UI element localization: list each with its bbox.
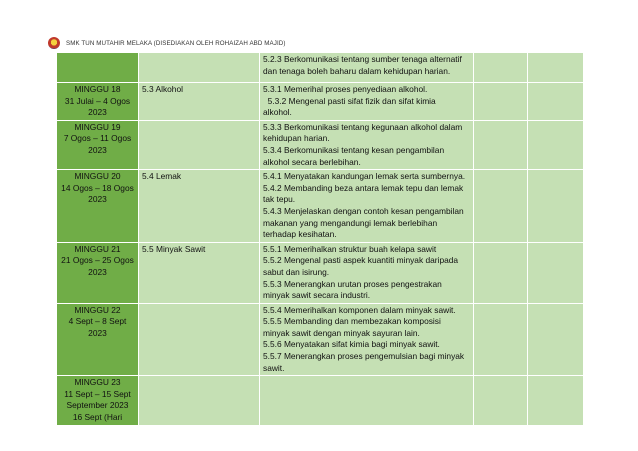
- empty-cell: [474, 53, 528, 83]
- week-line: MINGGU 21: [74, 243, 121, 254]
- school-crest-icon: [48, 37, 60, 49]
- week-line: 21 Ogos – 25 Ogos: [61, 255, 134, 266]
- standards-cell: [260, 242, 474, 303]
- week-cell: [57, 120, 139, 169]
- week-line: 2023: [88, 144, 107, 155]
- table-row: [57, 303, 584, 376]
- standard-line: 5.3.2 Mengenal pasti sifat fizik dan sifat kimia: [263, 95, 436, 106]
- standard-line: 5.3.1 Memerihal proses penyediaan alkohol.: [263, 84, 428, 94]
- standard-line: kehidupan harian.: [263, 133, 330, 144]
- standard-line: 5.4.2 Membanding beza antara lemak tepu dan lemak: [263, 182, 464, 193]
- standard-line: alkohol secara berlebihan.: [263, 156, 361, 167]
- standard-line: 5.5.1 Memerihalkan struktur buah kelapa sawit: [263, 243, 437, 254]
- week-line: 2023: [88, 107, 107, 118]
- standard-line: minyak sawit dengan minyak sayuran lain.: [263, 327, 420, 338]
- empty-cell: [474, 376, 528, 425]
- topic-cell: [139, 376, 260, 425]
- week-line: MINGGU 18: [74, 84, 121, 94]
- standard-line: terhadap kesihatan.: [263, 229, 337, 240]
- week-line: 4 Sept – 8 Sept 2023: [68, 316, 127, 338]
- standard-line: 5.3.4 Berkomunikasi tentang kesan pengambilan: [263, 144, 445, 155]
- standards-cell: [260, 53, 474, 83]
- standard-line: 5.2.3 Berkomunikasi tentang sumber tenaga alternatif: [263, 54, 462, 64]
- standard-line: minyak sawit secara industri.: [263, 290, 371, 301]
- standard-line: 5.5.6 Menyatakan sifat kimia bagi minyak sawit.: [263, 339, 440, 350]
- empty-cell: [528, 53, 584, 83]
- table-row: [57, 53, 584, 83]
- empty-cell: [474, 120, 528, 169]
- week-cell: [57, 376, 139, 425]
- topic-cell: [139, 83, 260, 121]
- topic-cell: [139, 53, 260, 83]
- week-line: 2023: [88, 194, 107, 205]
- standards-cell: [260, 303, 474, 376]
- topic-cell: [139, 170, 260, 243]
- standard-line: 5.4.3 Menjelaskan dengan contoh kesan pengambilan: [263, 205, 464, 216]
- standards-cell: [260, 120, 474, 169]
- header-text: SMK TUN MUTAHIR MELAKA (DISEDIAKAN OLEH ROHAIZAH ABD MAJID): [66, 39, 286, 47]
- empty-cell: [528, 376, 584, 425]
- standard-line: 5.3.3 Berkomunikasi tentang kegunaan alkohol dalam: [263, 121, 463, 132]
- standard-line: sabut dan isirung.: [263, 266, 330, 277]
- week-cell: [57, 53, 139, 83]
- topic-label: 5.4 Lemak: [142, 171, 182, 182]
- week-cell: [57, 242, 139, 303]
- empty-cell: [528, 83, 584, 121]
- empty-cell: [528, 303, 584, 376]
- week-line: MINGGU 20: [74, 171, 121, 182]
- table-row: [57, 170, 584, 243]
- document-header: [48, 36, 286, 50]
- standards-cell: [260, 170, 474, 243]
- empty-cell: [474, 83, 528, 121]
- standard-line: alkohol.: [263, 107, 292, 118]
- standard-line: 5.5.2 Mengenal pasti aspek kuantiti minyak daripada: [263, 255, 459, 266]
- week-line: 16 Sept (Hari: [72, 412, 123, 423]
- topic-cell: [139, 242, 260, 303]
- table-row: [57, 376, 584, 425]
- week-line: 11 Sept – 15 Sept: [64, 388, 131, 399]
- empty-cell: [528, 242, 584, 303]
- week-line: 2023: [88, 266, 107, 277]
- empty-cell: [474, 242, 528, 303]
- standards-cell: [260, 83, 474, 121]
- topic-label: 5.5 Minyak Sawit: [142, 243, 206, 254]
- table-row: [57, 83, 584, 121]
- standard-line: 5.5.5 Membanding dan membezakan komposisi: [263, 316, 441, 327]
- empty-cell: [474, 170, 528, 243]
- topic-cell: [139, 120, 260, 169]
- standard-line: tak tepu.: [263, 194, 296, 205]
- week-line: MINGGU 22: [74, 304, 121, 315]
- week-cell: [57, 170, 139, 243]
- week-line: September 2023: [66, 400, 129, 411]
- empty-cell: [474, 303, 528, 376]
- standard-line: 5.4.1 Menyatakan kandungan lemak serta sumbernya.: [263, 171, 466, 182]
- table-row: [57, 120, 584, 169]
- standard-line: 5.5.7 Menerangkan proses pengemulsian bagi minyak: [263, 351, 465, 362]
- empty-cell: [528, 120, 584, 169]
- standard-line: dan tenaga boleh baharu dalam kehidupan harian.: [263, 65, 451, 76]
- topic-label: 5.3 Alkohol: [142, 84, 183, 94]
- week-line: 14 Ogos – 18 Ogos: [61, 182, 134, 193]
- week-cell: [57, 83, 139, 121]
- weekly-schedule-table: [56, 52, 584, 426]
- standard-line: 5.5.3 Menerangkan urutan proses pengestrakan: [263, 278, 442, 289]
- topic-cell: [139, 303, 260, 376]
- week-line: 31 Julai – 4 Ogos: [64, 95, 131, 106]
- week-cell: [57, 303, 139, 376]
- week-line: 7 Ogos – 11 Ogos: [63, 133, 132, 144]
- standard-line: 5.5.4 Memerihalkan komponen dalam minyak sawit.: [263, 304, 456, 315]
- standard-line: sawit.: [263, 362, 285, 373]
- week-line: MINGGU 19: [74, 121, 121, 132]
- standard-line: makanan yang mengandungi lemak berlebihan: [263, 217, 438, 228]
- table-row: [57, 242, 584, 303]
- week-line: MINGGU 23: [74, 377, 121, 388]
- empty-cell: [528, 170, 584, 243]
- standards-cell: [260, 376, 474, 425]
